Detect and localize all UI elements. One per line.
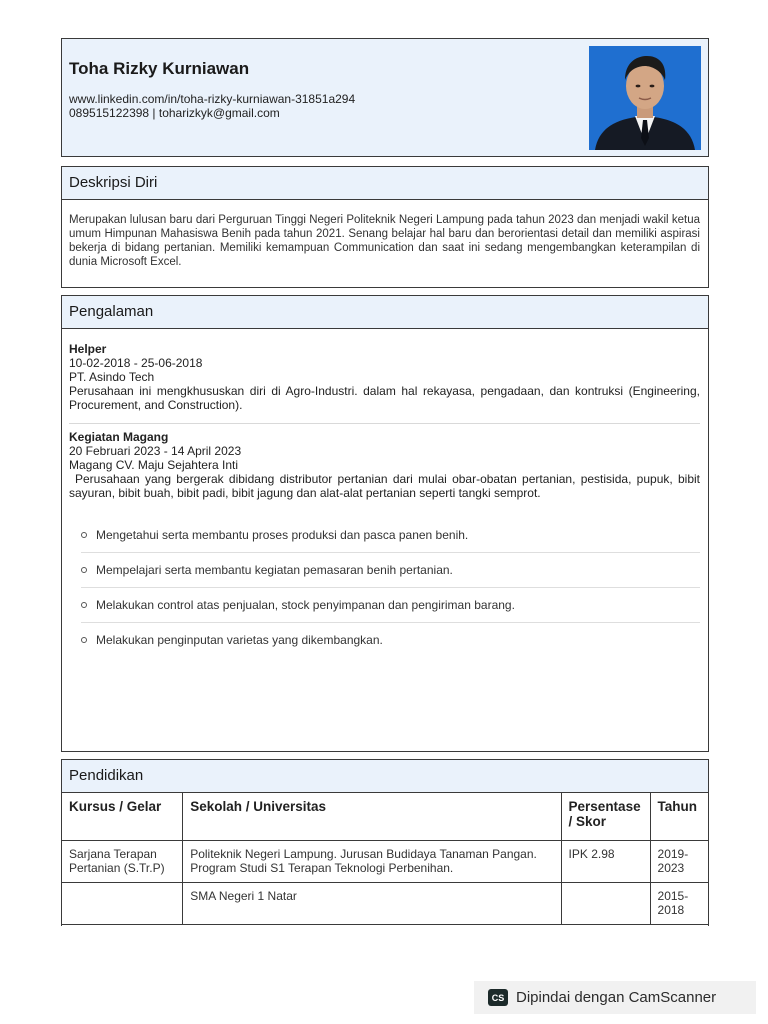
- description-heading: Deskripsi Diri: [62, 167, 708, 200]
- experience-section: [61, 295, 709, 752]
- phone-email: 089515122398 | toharizkyk@gmail.com: [69, 106, 280, 120]
- column-header: Kursus / Gelar: [62, 793, 183, 840]
- job-entry: [69, 430, 700, 500]
- bullet-circle-icon: [81, 567, 87, 573]
- watermark-text: Dipindai dengan CamScanner: [516, 989, 717, 1006]
- job-description: Perusahaan yang bergerak dibidang distributor pertanian dari mulai obar-obatan pertanian, pestisida, pupuk, bibit sayuran, bibit buah, bibit padi, bibit jagung dan alat-alat pertanian seperti tangki semprot.: [69, 472, 700, 500]
- table-header-row: [62, 793, 708, 840]
- job-title: Kegiatan Magang: [69, 430, 169, 444]
- degree-cell: [62, 882, 183, 924]
- profile-photo: [589, 46, 701, 150]
- job-entry: [69, 342, 700, 412]
- score-cell: [561, 882, 650, 924]
- education-heading: Pendidikan: [62, 760, 708, 793]
- education-section: [61, 759, 709, 926]
- job-company: Magang CV. Maju Sejahtera Inti: [69, 458, 238, 472]
- description-section: [61, 166, 709, 288]
- contact-info: [69, 92, 355, 120]
- job-divider: [69, 423, 700, 424]
- bullet-circle-icon: [81, 602, 87, 608]
- job-title: Helper: [69, 342, 107, 356]
- duty-text: Mengetahui serta membantu proses produksi dan pasca panen benih.: [96, 528, 469, 542]
- column-header: Persentase / Skor: [561, 793, 650, 840]
- linkedin-url[interactable]: www.linkedin.com/in/toha-rizky-kurniawan-31851a294: [69, 92, 356, 106]
- job-description: Perusahaan ini mengkhususkan diri di Agro-Industri. dalam hal rekayasa, pengadaan, dan kontruksi (Engineering, Procurement, and Construction).: [69, 384, 700, 412]
- year-cell: 2019-2023: [650, 840, 708, 882]
- duties-list: [69, 528, 700, 657]
- list-item: [81, 633, 700, 657]
- degree-cell: Sarjana Terapan Pertanian (S.Tr.P): [62, 840, 183, 882]
- bullet-circle-icon: [81, 532, 87, 538]
- year-cell: 2015-2018: [650, 882, 708, 924]
- column-header: Tahun: [650, 793, 708, 840]
- camscanner-watermark: [474, 981, 756, 1014]
- duty-text: Melakukan penginputan varietas yang dikembangkan.: [96, 633, 383, 647]
- school-cell: Politeknik Negeri Lampung. Jurusan Budidaya Tanaman Pangan. Program Studi S1 Terapan Teknologi Perbenihan.: [183, 840, 561, 882]
- column-header: Sekolah / Universitas: [183, 793, 561, 840]
- school-cell: SMA Negeri 1 Natar: [183, 882, 561, 924]
- score-cell: IPK 2.98: [561, 840, 650, 882]
- list-item: [81, 598, 700, 623]
- duty-text: Mempelajari serta membantu kegiatan pemasaran benih pertanian.: [96, 563, 453, 577]
- job-company: PT. Asindo Tech: [69, 370, 155, 384]
- camscanner-logo-icon: CS: [488, 989, 508, 1006]
- table-row: [62, 840, 708, 882]
- experience-heading: Pengalaman: [62, 296, 708, 329]
- candidate-name: Toha Rizky Kurniawan: [69, 59, 250, 78]
- experience-body: [62, 329, 708, 657]
- duty-text: Melakukan control atas penjualan, stock penyimpanan dan pengiriman barang.: [96, 598, 515, 612]
- list-item: [81, 563, 700, 588]
- portrait-illustration: [589, 46, 701, 150]
- resume-header: [61, 38, 709, 157]
- table-row: [62, 882, 708, 924]
- description-text: Merupakan lulusan baru dari Perguruan Tinggi Negeri Politeknik Negeri Lampung pada tahun 2023 dan menjadi wakil ketua umum Himpunan Mahasiswa Benih pada tahun 2021. Senang belajar hal baru dan berorientasi detail dan memiliki aspirasi bekerja di bidang pertanian. Memiliki kemampuan Communication dan saat ini sedang mengembangkan keterampilan di dunia Microsoft Excel.: [69, 214, 700, 268]
- list-item: [81, 528, 700, 553]
- job-dates: 20 Februari 2023 - 14 April 2023: [69, 444, 242, 458]
- job-dates: 10-02-2018 - 25-06-2018: [69, 356, 203, 370]
- bullet-circle-icon: [81, 637, 87, 643]
- education-table: [62, 793, 708, 925]
